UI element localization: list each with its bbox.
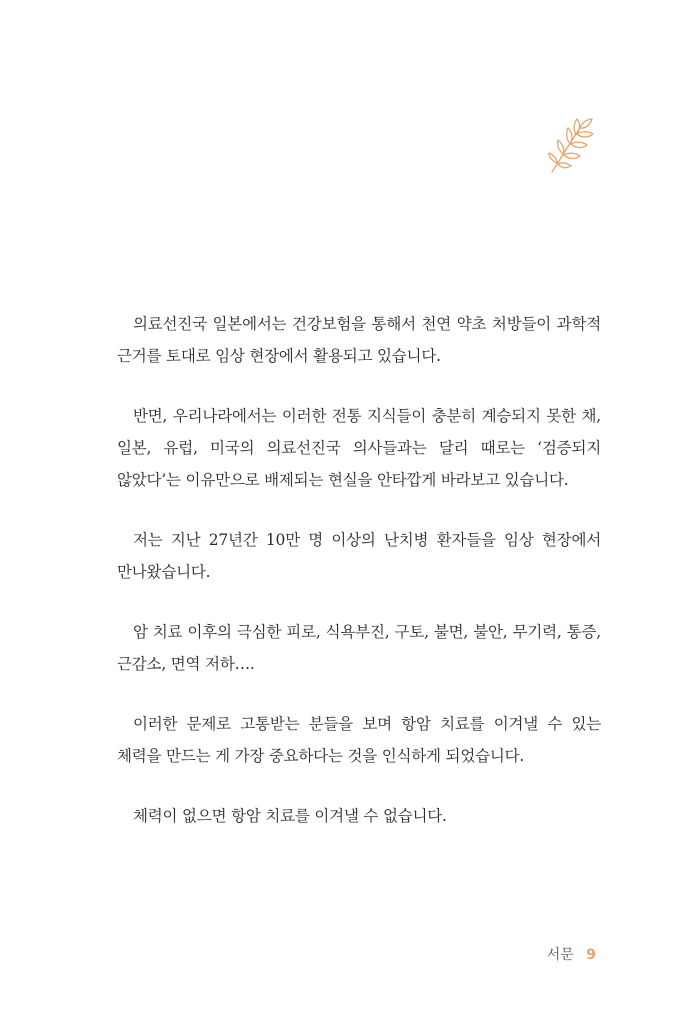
paragraph: 암 치료 이후의 극심한 피로, 식욕부진, 구토, 불면, 불안, 무기력, 통증, 근감소, 면역 저하…. <box>117 623 601 673</box>
paragraph: 의료선진국 일본에서는 건강보험을 통해서 천연 약초 처방들이 과학적 근거를 토대로 임상 현장에서 활용되고 있습니다. <box>117 315 601 365</box>
leaf-sprig-icon <box>546 116 596 176</box>
paragraph: 반면, 우리나라에서는 이러한 전통 지식들이 충분히 계승되지 못한 채, 일본, 유럽, 미국의 의료선진국 의사들과는 달리 때로는 ‘검증되지 않았다’는 이유만으로 배제되는 현실을 안타깝게 바라보고 있습니다. <box>117 407 601 489</box>
paragraph: 저는 지난 27년간 10만 명 이상의 난치병 환자들을 임상 현장에서 만나왔습니다. <box>117 531 601 581</box>
page-number: 9 <box>586 947 596 963</box>
page-footer <box>547 944 596 964</box>
body-text <box>117 308 601 860</box>
paragraph: 이러한 문제로 고통받는 분들을 보며 항암 치료를 이겨낼 수 있는 체력을 만드는 게 가장 중요하다는 것을 인식하게 되었습니다. <box>117 715 601 765</box>
paragraph: 체력이 없으면 항암 치료를 이겨낼 수 없습니다. <box>133 807 447 825</box>
section-title: 서문 <box>546 947 574 963</box>
